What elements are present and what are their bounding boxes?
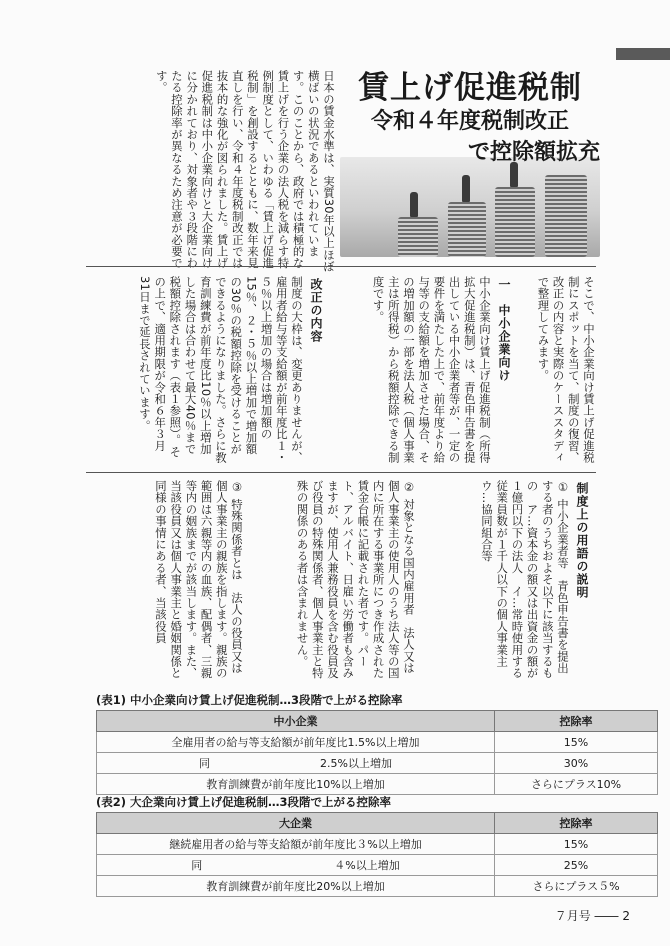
page-number: ７月号 ―― 2 (554, 909, 630, 923)
intro2-text: そこで、中小企業向け賃上げ促進税制にスポットを当て、制度の復習、改正の内容と実際のケーススタディで整理してみます。 (536, 276, 596, 464)
table-row (97, 876, 658, 897)
sec2-body: 制度の大枠は、変更ありませんが、雇用者給与等支給額が前年度比１・５％以上増加の場合は増加額の15％、２・５％以上増加で増加額の30％の税額控除を受けることができるようになりました。さらに教育訓練費が前年度比10％以上増加した場合は合わせて最大40％まで税額控除されます（表１参照）。その上で、適用期限が令和６年３月31日まで延長されています。 (137, 276, 304, 464)
table1-header-rate: 控除率 (495, 711, 658, 732)
table2-cell: 教育訓練費が前年度比20%以上増加 (97, 876, 495, 897)
table1-cell: さらにプラス10% (495, 774, 658, 795)
table2-cell: 同 ４%以上増加 (97, 855, 495, 876)
sec2-heading: 改正の内容 (309, 278, 323, 343)
title-line1: 賃上げ促進税制 (358, 70, 582, 106)
table1-header-category: 中小企業 (97, 711, 495, 732)
table2-caption: (表2) 大企業向け賃上げ促進税制…3段階で上がる控除率 (96, 795, 392, 809)
divider-mid (86, 472, 596, 473)
table2-cell: さらにプラス５% (495, 876, 658, 897)
title-line2: 令和４年度税制改正 (370, 109, 569, 134)
table1-cell: 30% (495, 753, 658, 774)
table1-caption: (表1) 中小企業向け賃上げ促進税制…3段階で上がる控除率 (96, 693, 403, 707)
top-right-tab (616, 48, 670, 60)
table-row (97, 855, 658, 876)
table1-cell: 教育訓練費が前年度比10%以上増加 (97, 774, 495, 795)
intro-text: 日本の賃金水準は、実質30年以上ほぼ横ばいの状況であるといわれています。このことから、政府では積極的な賃上げを行う企業の法人税を減らす特例制度として、いわゆる「賃上げ促進税制」を創設するとともに、数年来見直しを行い、令和４年度税制改正では抜本的な強化が図られました。賃上げ促進税制は中小企業向けと大企業向けに分かれており、対象者や３段階にわたる控除率が異なるため注意が必要です。 (154, 70, 336, 273)
table-row (97, 774, 658, 795)
table2 (96, 812, 658, 897)
sec1-body: 中小企業向け賃上げ促進税制（所得拡大促進税制）は、青色申告書を提出している中小企業者等が、一定の要件を満たした上で、前年度より給与等の支給額を増加させた場合、その増加額の一部を法人税（個人事業主は所得税）から税額控除できる制度です。 (371, 276, 492, 464)
hero-banner (340, 62, 600, 262)
table2-header-category: 大企業 (97, 813, 495, 834)
table2-cell: 継続雇用者の給与等支給額が前年度比３%以上増加 (97, 834, 495, 855)
table2-cell: 15% (495, 834, 658, 855)
coin-stacks-photo (340, 157, 600, 257)
glossary-3: ③ 特殊関係者とは 法人の役員又は個人事業主の親族を指します。親族の範囲は六親等内の血族、配偶者、三親等内の姻族までが該当します。また、当該役員又は個人事業主と婚姻関係と同様の事情にある者、当該役員 (153, 480, 244, 679)
title-line3: で控除額拡充 (467, 140, 600, 165)
table1-cell: 全雇用者の給与等支給額が前年度比1.5%以上増加 (97, 732, 495, 753)
sec1-heading: 一 中小企業向け (497, 278, 511, 382)
divider-top (86, 266, 596, 267)
table1-cell: 15% (495, 732, 658, 753)
table2-cell: 25% (495, 855, 658, 876)
glossary-2: ② 対象となる国内雇用者 法人又は個人事業主の使用人のうち法人等の国内に所在する事業所につき作成された賃金台帳に記載された者です。パート、アルバイト、日雇い労働者も含みますが、使用人兼務役員を含む役員及び役員の特殊関係者、個人事業主と特殊の関係のある者は含まれません。 (295, 480, 416, 679)
table-row (97, 834, 658, 855)
glossary-1: ① 中小企業者等 青色申告書を提出する者のうちおよそ以下に該当するもの ア…資本金の額又は出資金の額が１億円以下の法人 イ…常時使用する従業員数が１千人以下の個人事業主 ウ…協同組合等 (479, 480, 570, 679)
table1 (96, 710, 658, 795)
table1-cell: 同 2.5%以上増加 (97, 753, 495, 774)
sec3-heading: 制度上の用語の説明 (575, 482, 589, 599)
table2-header-rate: 控除率 (495, 813, 658, 834)
table-row (97, 753, 658, 774)
table-row (97, 732, 658, 753)
